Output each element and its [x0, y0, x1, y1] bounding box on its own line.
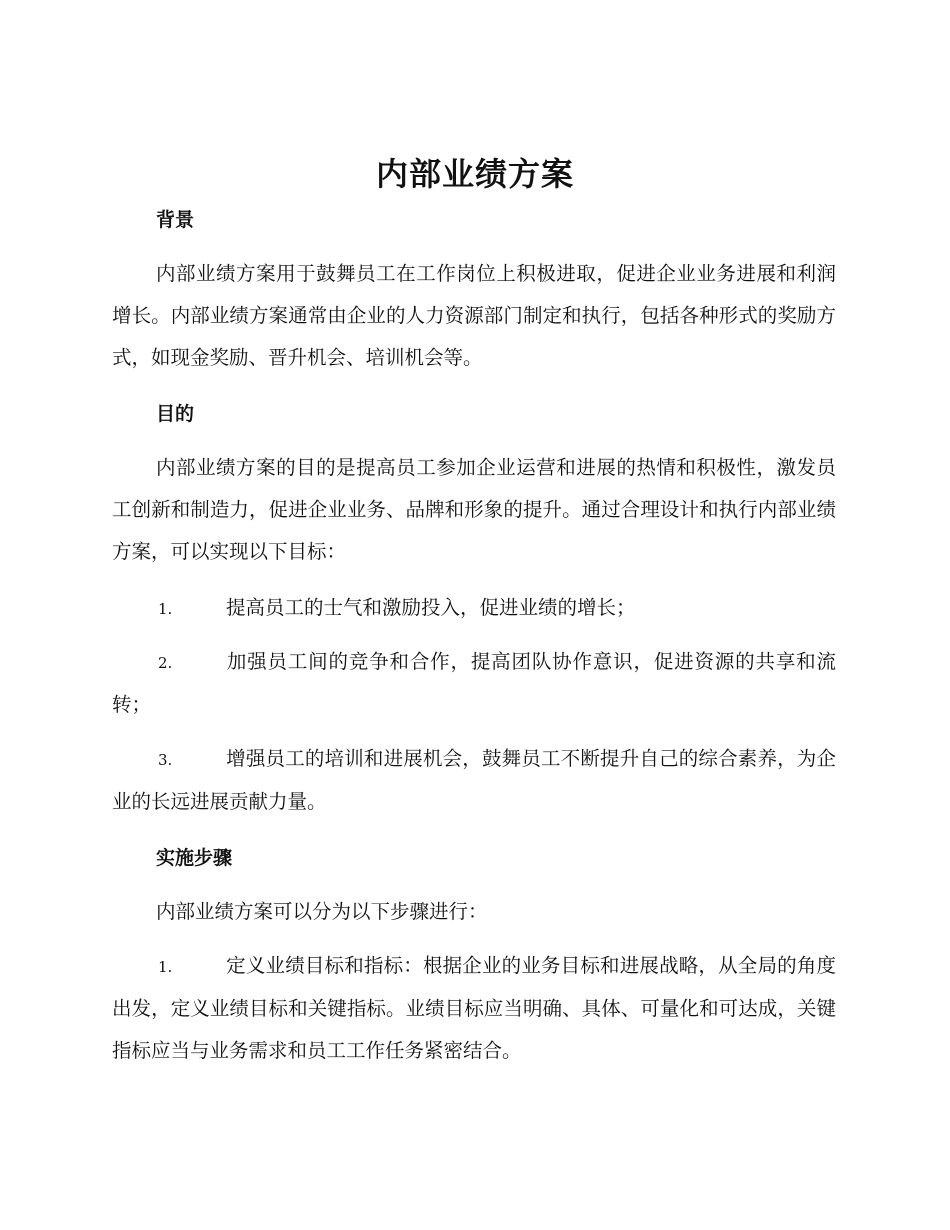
list-number: 3. [158, 751, 173, 769]
list-item-steps-1 [112, 945, 836, 1072]
list-number: 1. [158, 600, 173, 618]
list-item-text: 定义业绩目标和指标：根据企业的业务目标和进展战略，从全局的角度出发，定义业绩目标和关键指标。业绩目标应当明确、具体、可量化和可达成，关键指标应当与业务需求和员工工作任务紧密结合。 [112, 954, 836, 1062]
heading-purpose: 目的 [156, 403, 195, 425]
list-item-text: 加强员工间的竞争和合作，提高团队协作意识，促进资源的共享和流转； [112, 650, 836, 716]
paragraph-purpose: 内部业绩方案的目的是提高员工参加企业运营和进展的热情和积极性，激发员工创新和制造力，促进企业业务、品牌和形象的提升。通过合理设计和执行内部业绩方案，可以实现以下目标： [112, 456, 836, 563]
heading-steps: 实施步骤 [156, 847, 233, 869]
list-number: 1. [158, 958, 173, 976]
heading-background: 背景 [156, 209, 195, 231]
paragraph-steps: 内部业绩方案可以分为以下步骤进行： [156, 900, 488, 923]
list-item-text: 增强员工的培训和进展机会，鼓舞员工不断提升自己的综合素养，为企业的长远进展贡献力量。 [112, 747, 836, 813]
list-number: 2. [158, 654, 173, 672]
document-title: 内部业绩方案 [375, 155, 574, 193]
list-item-text: 提高员工的士气和激励投入，促进业绩的增长； [226, 596, 636, 619]
list-item-purpose-2 [112, 641, 836, 726]
paragraph-background: 内部业绩方案用于鼓舞员工在工作岗位上积极进取，促进企业业务进展和利润增长。内部业绩方案通常由企业的人力资源部门制定和执行，包括各种形式的奖励方式，如现金奖励、晋升机会、培训机会等。 [112, 262, 836, 369]
list-item-purpose-1 [112, 587, 836, 630]
list-item-purpose-3 [112, 738, 836, 823]
